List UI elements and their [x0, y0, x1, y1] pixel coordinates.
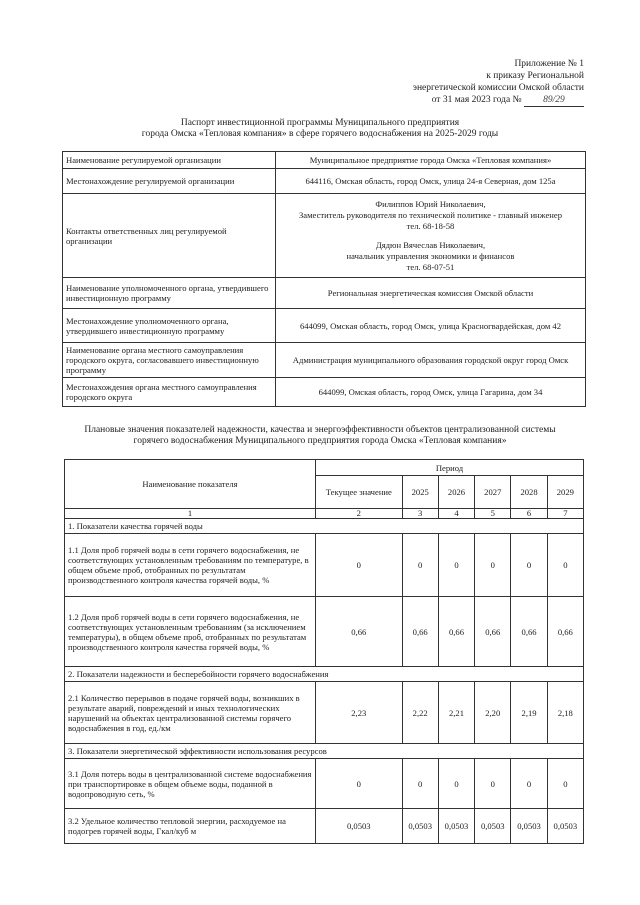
passport-row — [63, 169, 586, 194]
contact1-phone: тел. 68-18-58 — [406, 220, 455, 231]
contact2-role: начальник управления экономики и финансов — [346, 250, 515, 261]
header-year: 2029 — [547, 476, 583, 509]
passport-value: 644099, Омская область, город Омск, улица Гагарина, дом 34 — [276, 378, 586, 407]
section-row — [65, 519, 584, 534]
header-year: 2025 — [402, 476, 438, 509]
indicator-value: 0,66 — [511, 597, 547, 667]
indicator-row — [65, 809, 584, 844]
indicators-title-line2: горячего водоснабжения Муниципального предприятия города Омска «Тепловая компания» — [133, 436, 507, 446]
passport-row — [63, 378, 586, 407]
col-num: 2 — [316, 509, 403, 519]
indicator-value: 0,0503 — [511, 809, 547, 844]
header-year: 2026 — [438, 476, 474, 509]
indicator-value: 0 — [511, 759, 547, 809]
indicator-value: 2,20 — [475, 682, 511, 744]
appendix-number: 89/29 — [524, 94, 584, 107]
header-year: 2028 — [511, 476, 547, 509]
header-year: 2027 — [475, 476, 511, 509]
indicator-row — [65, 682, 584, 744]
indicator-value: 0 — [316, 534, 403, 597]
passport-title-line1: Паспорт инвестиционной программы Муниципального предприятия — [180, 118, 460, 128]
col-num: 7 — [547, 509, 583, 519]
passport-label: Местонахождение регулируемой организации — [63, 169, 276, 194]
indicator-row — [65, 597, 584, 667]
passport-label: Местонахождения органа местного самоуправления городского округа — [63, 378, 276, 407]
col-num: 1 — [65, 509, 316, 519]
appendix-order: к приказу Региональной — [486, 71, 584, 81]
header-period: Период — [316, 460, 584, 476]
section-title: 3. Показатели энергетической эффективности использования ресурсов — [65, 744, 584, 759]
indicator-value: 0 — [547, 759, 583, 809]
passport-title — [60, 118, 580, 140]
section-row — [65, 667, 584, 682]
passport-value: Муниципальное предприятие города Омска «Тепловая компания» — [276, 152, 586, 169]
indicator-name: 3.2 Удельное количество тепловой энергии, расходуемое на подогрев горячей воды, Гкал/куб м — [65, 809, 316, 844]
col-num: 6 — [511, 509, 547, 519]
contact1-name: Филиппов Юрий Николаевич, — [375, 198, 486, 209]
indicator-row — [65, 534, 584, 597]
passport-row — [63, 309, 586, 343]
indicator-value: 0 — [402, 759, 438, 809]
indicator-value: 0,0503 — [316, 809, 403, 844]
indicator-value: 2,19 — [511, 682, 547, 744]
indicator-value: 0,0503 — [402, 809, 438, 844]
appendix-header — [413, 58, 584, 107]
indicator-name: 1.2 Доля проб горячей воды в сети горячего водоснабжения, не соответствующих установленным требованиям (за исключением температуры), в общем объеме проб, отобранных по результатам производственного контроля качества горячей воды, % — [65, 597, 316, 667]
appendix-date-prefix: от 31 мая 2023 года № — [431, 95, 522, 105]
header-indicator-name: Наименование показателя — [65, 460, 316, 509]
indicator-value: 0,0503 — [547, 809, 583, 844]
indicator-value: 0,0503 — [438, 809, 474, 844]
passport-label: Наименование уполномоченного органа, утвердившего инвестиционную программу — [63, 278, 276, 309]
appendix-date — [413, 94, 584, 107]
passport-contacts-row — [63, 194, 586, 278]
appendix-title: Приложение № 1 — [514, 59, 584, 69]
indicator-value: 2,21 — [438, 682, 474, 744]
indicator-value: 0 — [438, 534, 474, 597]
col-num: 3 — [402, 509, 438, 519]
passport-value: Региональная энергетическая комиссия Омской области — [276, 278, 586, 309]
indicator-value: 0,66 — [402, 597, 438, 667]
indicator-value: 0 — [316, 759, 403, 809]
passport-label: Наименование регулируемой организации — [63, 152, 276, 169]
col-num: 4 — [438, 509, 474, 519]
passport-value: 644116, Омская область, город Омск, улица 24-я Северная, дом 125а — [276, 169, 586, 194]
indicator-value: 0 — [511, 534, 547, 597]
appendix-commission: энергетической комиссии Омской области — [412, 83, 584, 93]
col-num: 5 — [475, 509, 511, 519]
column-numbers-row — [65, 509, 584, 519]
indicators-table — [64, 459, 584, 844]
indicator-value: 0 — [438, 759, 474, 809]
indicator-value: 0,66 — [316, 597, 403, 667]
indicators-title — [60, 425, 580, 447]
indicator-value: 0 — [402, 534, 438, 597]
header-current: Текущее значение — [316, 476, 403, 509]
passport-row — [63, 278, 586, 309]
indicator-value: 0,66 — [438, 597, 474, 667]
indicator-value: 2,23 — [316, 682, 403, 744]
indicators-title-line1: Плановые значения показателей надежности, качества и энергоэффективности объектов централизованной системы — [84, 425, 556, 435]
contact2-name: Дядюн Вячеслав Николаевич, — [375, 239, 486, 250]
contact2-phone: тел. 68-07-51 — [406, 261, 455, 272]
indicator-value: 0,66 — [475, 597, 511, 667]
contacts-label: Контакты ответственных лиц регулируемой организации — [63, 194, 276, 278]
passport-title-line2: города Омска «Тепловая компания» в сфере горячего водоснабжения на 2025-2029 годы — [141, 129, 499, 139]
indicator-value: 0,0503 — [475, 809, 511, 844]
passport-value: 644099, Омская область, город Омск, улица Красногвардейская, дом 42 — [276, 309, 586, 343]
passport-label: Наименование органа местного самоуправления городского округа, согласовавшего инвестиционную программу — [63, 343, 276, 378]
section-title: 2. Показатели надежности и бесперебойности горячего водоснабжения — [65, 667, 584, 682]
section-title: 1. Показатели качества горячей воды — [65, 519, 584, 534]
contacts-value — [276, 194, 586, 278]
indicator-value: 2,22 — [402, 682, 438, 744]
indicator-value: 0 — [547, 534, 583, 597]
indicator-name: 1.1 Доля проб горячей воды в сети горячего водоснабжения, не соответствующих установленным требованиям по температуре, в общем объеме проб, отобранных по результатам производственного контроля качества горячей воды, % — [65, 534, 316, 597]
contact1-role: Заместитель руководителя по технической политике - главный инженер — [299, 209, 562, 220]
indicator-name: 3.1 Доля потерь воды в централизованной системе водоснабжения при транспортировке в общем объеме воды, поданной в водопроводную сеть, % — [65, 759, 316, 809]
indicator-value: 0 — [475, 534, 511, 597]
header-row — [65, 460, 584, 476]
passport-row — [63, 343, 586, 378]
passport-value: Администрация муниципального образования городской округ город Омск — [276, 343, 586, 378]
section-row — [65, 744, 584, 759]
indicator-row — [65, 759, 584, 809]
indicator-value: 0,66 — [547, 597, 583, 667]
indicator-value: 2,18 — [547, 682, 583, 744]
indicator-value: 0 — [475, 759, 511, 809]
passport-row — [63, 152, 586, 169]
passport-table — [62, 151, 586, 407]
passport-label: Местонахождение уполномоченного органа, утвердившего инвестиционную программу — [63, 309, 276, 343]
indicator-name: 2.1 Количество перерывов в подаче горячей воды, возникших в результате аварий, повреждений и иных технологических нарушений на объектах централизованной системы горячего водоснабжения в год, ед./км — [65, 682, 316, 744]
